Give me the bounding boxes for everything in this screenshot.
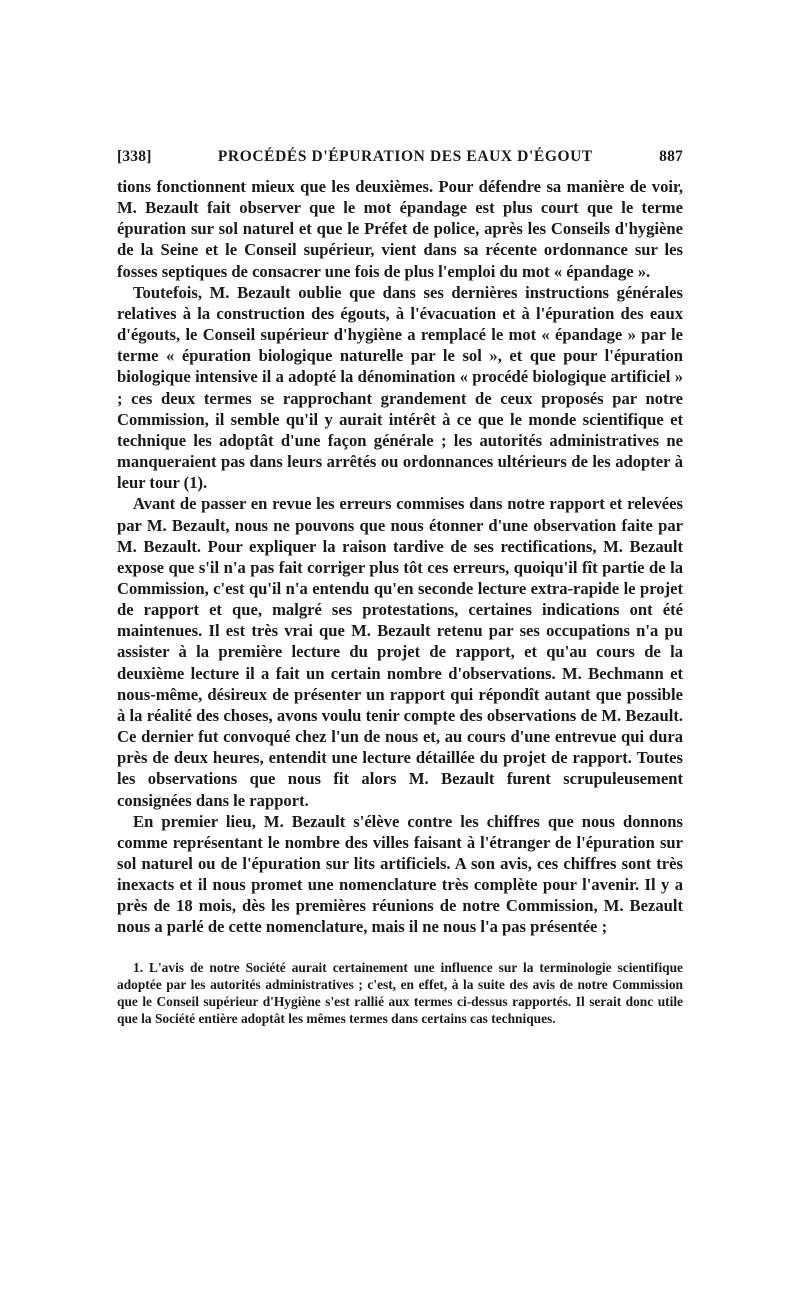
page-number: 887 xyxy=(659,148,683,165)
page-reference: [338] xyxy=(117,148,152,165)
book-page xyxy=(117,148,683,1027)
paragraph: Avant de passer en revue les erreurs commises dans notre rapport et relevées par M. Bezault, nous ne pouvons que nous étonner d'une observation faite par M. Bezault. Pour expliquer la raison tardive de ses rectifications, M. Bezault expose que s'il n'a pas fait corriger plus tôt ces erreurs, quoiqu'il fît partie de la Commission, c'est qu'il n'a entendu qu'en seconde lecture extra-rapide le projet de rapport et que, malgré ses protestations, certaines indications ont été maintenues. Il est très vrai que M. Bezault retenu par ses occupations n'a pu assister à la première lecture du projet de rapport, et qu'au cours de la deuxième lecture il a fait un certain nombre d'observations. M. Bechmann et nous-même, désireux de présenter un rapport qui répondît autant que possible à la réalité des choses, avons voulu tenir compte des observations de M. Bezault. Ce dernier fut convoqué chez l'un de nous et, au cours d'une entrevue qui dura près de deux heures, entendit une lecture détaillée du projet de rapport. Toutes les observations que nous fit alors M. Bezault furent scrupuleusement consignées dans le rapport. xyxy=(117,494,683,810)
running-header xyxy=(117,148,683,166)
running-title: PROCÉDÉS D'ÉPURATION DES EAUX D'ÉGOUT xyxy=(217,148,593,165)
paragraph: En premier lieu, M. Bezault s'élève contre les chiffres que nous donnons comme représentant le nombre des villes faisant à l'étranger de l'épuration sur sol naturel ou de l'épuration sur lits artificiels. A son avis, ces chiffres sont très inexacts et il nous promet une nomenclature très complète pour l'avenir. Il y a près de 18 mois, dès les premières réunions de notre Commission, M. Bezault nous a parlé de cette nomenclature, mais il ne nous l'a pas présentée ; xyxy=(117,811,683,937)
body-text xyxy=(117,176,683,938)
footnote-text: 1. L'avis de notre Société aurait certainement une influence sur la terminologie scientifique adoptée par les autorités administratives ; c'est, en effet, à la suite des avis de notre Commission que le Conseil supérieur d'Hygiène s'est rallié aux termes ci-dessus rapportés. Il serait donc utile que la Société entière adoptât les mêmes termes dans certains cas techniques. xyxy=(117,959,683,1027)
footnote xyxy=(117,959,683,1028)
paragraph: Toutefois, M. Bezault oublie que dans ses dernières instructions générales relatives à la construction des égouts, à l'évacuation et à l'épuration des eaux d'égouts, le Conseil supérieur d'hygiène a remplacé le mot « épandage » par le terme « épuration biologique naturelle par le sol », et que pour l'épuration biologique intensive il a adopté la dénomination « procédé biologique artificiel » ; ces deux termes se rapprochant grandement de ceux proposés par notre Commission, il semble qu'il y aurait intérêt à ce que le monde scientifique et technique les adoptât d'une façon générale ; les autorités administratives ne manqueraient pas dans leurs arrêtés ou ordonnances ultérieurs de les adopter à leur tour (1). xyxy=(117,282,683,493)
paragraph: tions fonctionnent mieux que les deuxièmes. Pour défendre sa manière de voir, M. Bezault fait observer que le mot épandage est plus court que le terme épuration sur sol naturel et que le Préfet de police, après les Conseils d'hygiène de la Seine et le Conseil supérieur, vient dans sa récente ordonnance sur les fosses septiques de consacrer une fois de plus l'emploi du mot « épandage ». xyxy=(117,177,683,281)
